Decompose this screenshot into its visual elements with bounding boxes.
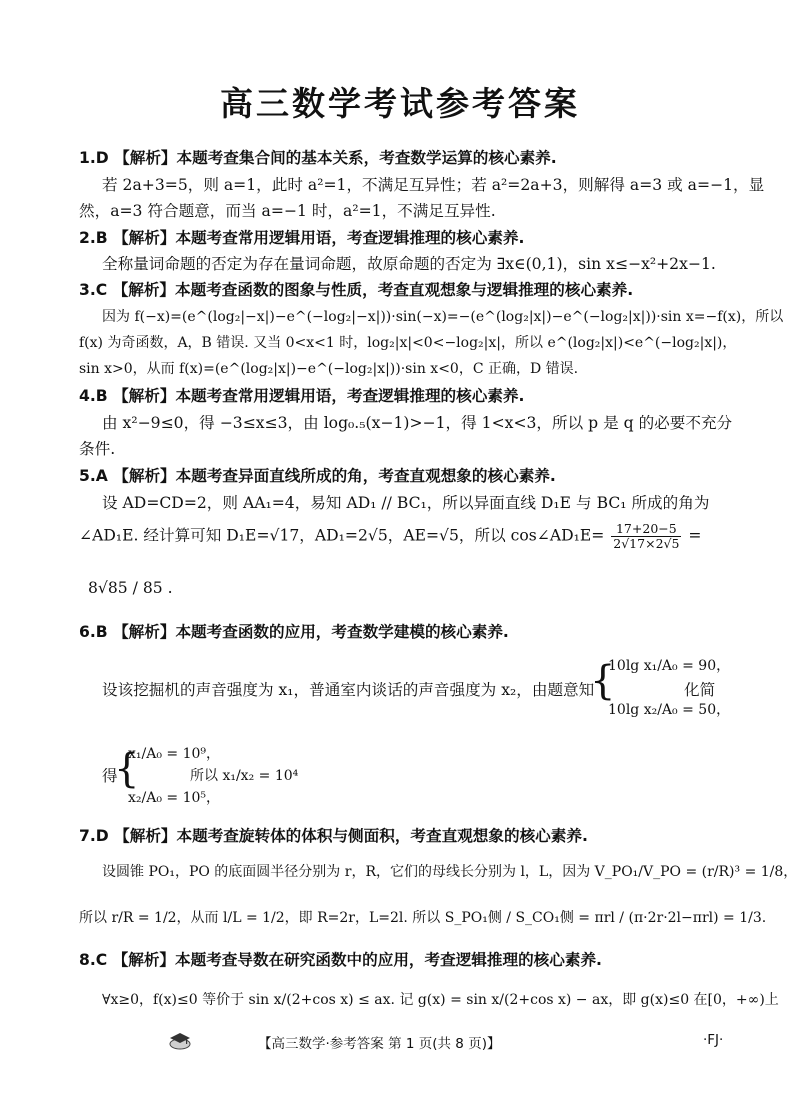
q3-line3: sin x>0，从而 f(x)=(e^(log₂|x|)−e^(−log₂|x|))·sin x<0，C 正确，D 错误. [79,361,579,377]
q5-frac-den: 2√17×2√5 [613,536,680,551]
q1-line1: 若 2a+3=5，则 a=1，此时 a²=1，不满足互异性；若 a²=2a+3，则解得 a=3 或 a=−1，显 [102,176,765,194]
q7-line1: 设圆锥 PO₁，PO 的底面圆半径分别为 r，R，它们的母线长分别为 l，L，因为 V_PO₁/V_PO = (r/R)³ = 1/8， [102,864,798,880]
footer-region-code: ·FJ· [703,1032,724,1048]
page-footer [0,1030,800,1054]
footer-page-info: 【高三数学·参考答案 第 1 页(共 8 页)】 [258,1036,501,1052]
q6-line3: 得 [102,767,118,785]
q8-line1: ∀x≥0，f(x)≤0 等价于 sin x/(2+cos x) ≤ ax. 记 g(x) = sin x/(2+cos x) − ax，即 g(x)≤0 在[0，+∞)上 [102,992,779,1008]
q5-frac-tail: = [688,526,702,545]
q6-heading: 6.B 【解析】本题考查函数的应用，考查数学建模的核心素养. [79,623,509,641]
q6-system1-eq1: 10lg x₁/A₀ = 90， [608,658,731,674]
q4-heading: 4.B 【解析】本题考查常用逻辑用语，考查逻辑推理的核心素养. [79,387,525,405]
q3-line1: 因为 f(−x)=(e^(log₂|−x|)−e^(−log₂|−x|))·sin(−x)=−(e^(log₂|x|)−e^(−log₂|x|))·sin x=−f(x)，所以 [102,309,784,325]
q5-fraction [611,522,681,551]
q3-heading: 3.C 【解析】本题考查函数的图象与性质，考查直观想象与逻辑推理的核心素养. [79,281,634,299]
q7-line2: 所以 r/R = 1/2，从而 l/L = 1/2，即 R=2r，L=2l. 所以 S_PO₁侧 / S_CO₁侧 = πrl / (π·2r·2l−πrl) = 1/3. [79,910,767,926]
q6-line4: 所以 x₁/x₂ = 10⁴ [190,768,299,784]
q6-line2: 化简 [684,681,716,699]
q1-heading: 1.D 【解析】本题考查集合间的基本关系，考查数学运算的核心素养. [79,149,557,167]
q5-line1: 设 AD=CD=2，则 AA₁=4，易知 AD₁ // BC₁，所以异面直线 D₁E 与 BC₁ 所成的角为 [102,494,710,512]
q5-heading: 5.A 【解析】本题考查异面直线所成的角，考查直观想象的核心素养. [79,467,556,485]
q6-system2-eq2: x₂/A₀ = 10⁵， [128,790,221,806]
q1-line2: 然，a=3 符合题意，而当 a=−1 时，a²=1，不满足互异性. [79,202,496,220]
q5-line2 [79,522,701,551]
q4-line1: 由 x²−9≤0，得 −3≤x≤3，由 log₀.₅(x−1)>−1，得 1<x<3，所以 p 是 q 的必要不充分 [102,414,733,432]
q6-brace-2: { [114,746,140,792]
page-title: 高三数学考试参考答案 [220,84,580,123]
q5-frac-num: 17+20−5 [611,522,681,537]
q8-heading: 8.C 【解析】本题考查导数在研究函数中的应用，考查逻辑推理的核心素养. [79,951,602,969]
q5-line2-text: ∠AD₁E. 经计算可知 D₁E=√17，AD₁=2√5，AE=√5，所以 cos∠AD₁E= [79,526,605,545]
q7-heading: 7.D 【解析】本题考查旋转体的体积与侧面积，考查直观想象的核心素养. [79,827,588,845]
q6-system1-eq2: 10lg x₂/A₀ = 50， [608,702,731,718]
q3-line2: f(x) 为奇函数，A，B 错误. 又当 0<x<1 时，log₂|x|<0<−log₂|x|，所以 e^(log₂|x|)<e^(−log₂|x|)， [79,335,737,351]
q6-brace-1: { [590,658,616,704]
q6-system2-eq1: x₁/A₀ = 10⁹， [128,746,221,762]
q2-heading: 2.B 【解析】本题考查常用逻辑用语，考查逻辑推理的核心素养. [79,229,525,247]
q2-line1: 全称量词命题的否定为存在量词命题，故原命题的否定为 ∃x∈(0,1)，sin x≤−x²+2x−1. [102,255,716,273]
graduation-cap-icon [168,1030,192,1050]
q5-line3: 8√85 / 85 . [88,579,173,597]
q6-line1: 设该挖掘机的声音强度为 x₁，普通室内谈话的声音强度为 x₂，由题意知 [102,681,595,699]
q4-line2: 条件. [79,440,116,458]
